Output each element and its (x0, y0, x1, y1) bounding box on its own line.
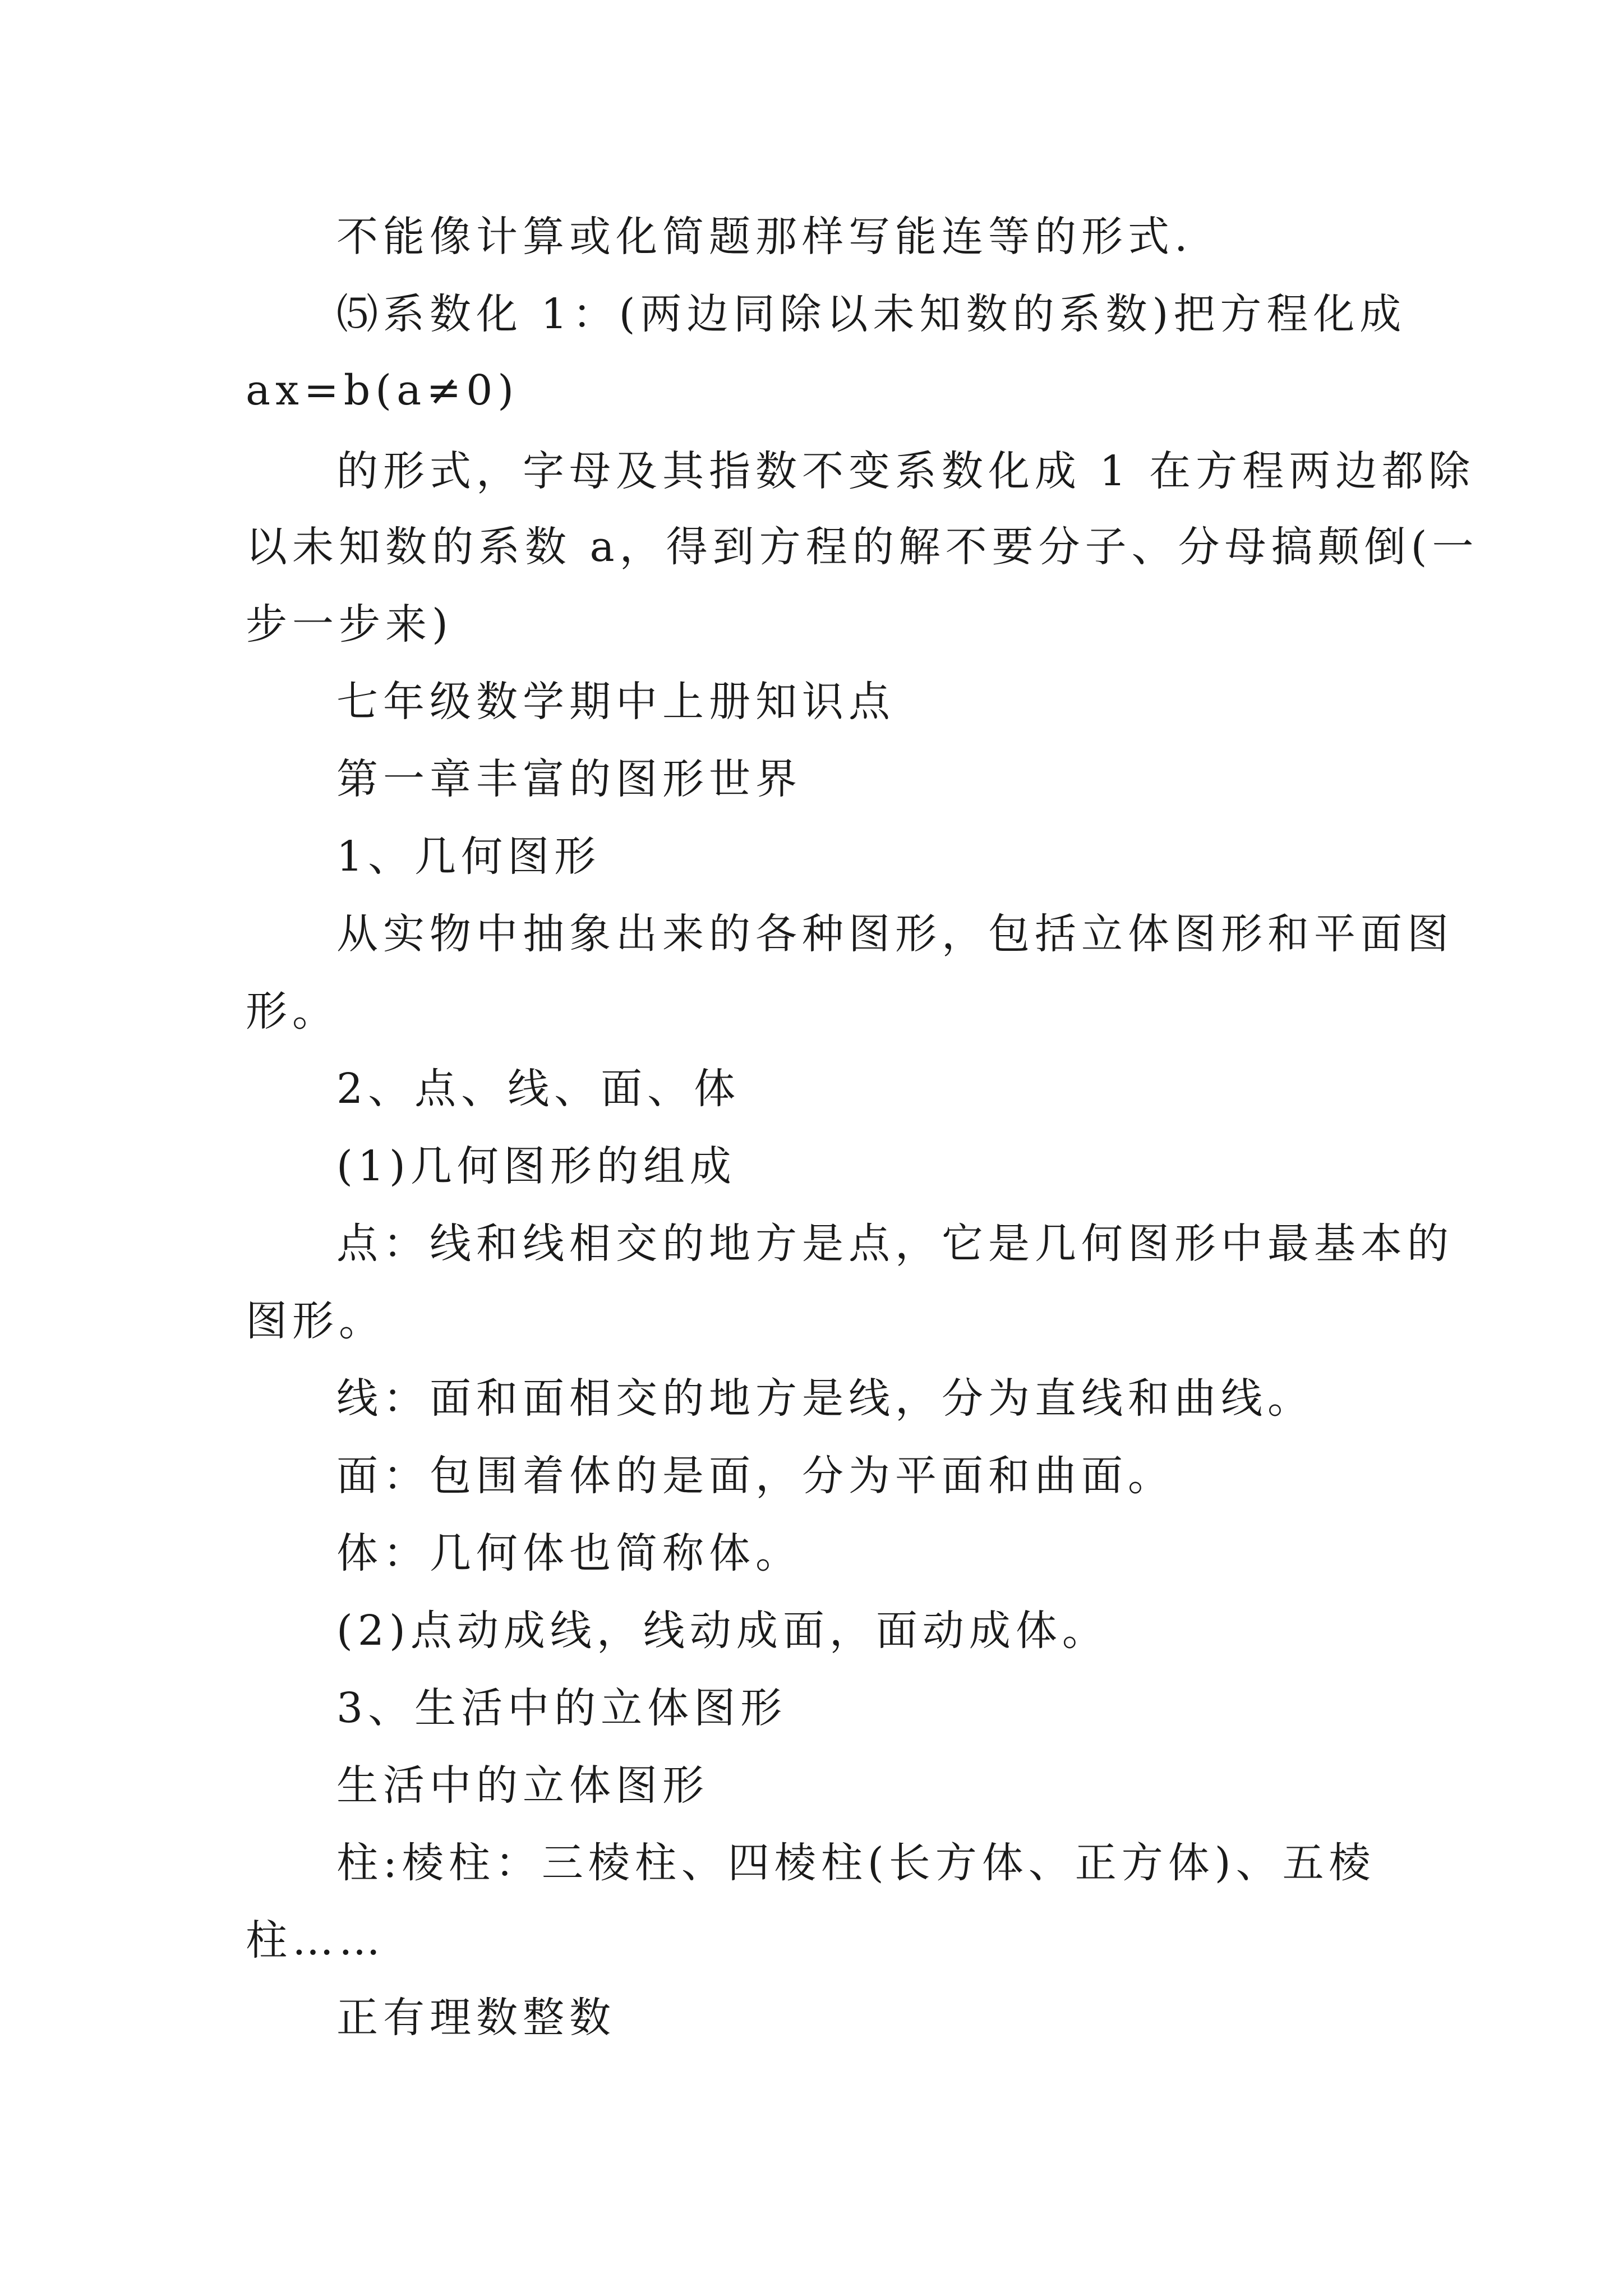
section-heading: 七年级数学期中上册知识点 (336, 678, 895, 726)
paragraph-line: 正有理数整数 (336, 1994, 616, 2042)
paragraph-line: ax=b(a≠0) (246, 366, 519, 415)
subsection-heading: 1、几何图形 (336, 832, 601, 881)
paragraph-line: ⑸系数化 1：(两边同除以未知数的系数)把方程化成 (336, 290, 1407, 338)
paragraph-line: 图形。 (246, 1297, 385, 1345)
paragraph-line: 面：包围着体的是面，分为平面和曲面。 (336, 1452, 1174, 1500)
paragraph-line: (1)几何图形的组成 (336, 1142, 736, 1190)
subsection-heading: 2、点、线、面、体 (336, 1065, 741, 1113)
paragraph-line: 点：线和线相交的地方是点，它是几何图形中最基本的 (336, 1220, 1454, 1268)
paragraph-line: 形。 (246, 987, 339, 1036)
chapter-heading: 第一章丰富的图形世界 (336, 755, 802, 803)
paragraph-line: 从实物中抽象出来的各种图形，包括立体图形和平面图 (336, 910, 1454, 958)
paragraph-line: 以未知数的系数 a，得到方程的解不要分子、分母搞颠倒(一 (246, 523, 1479, 571)
paragraph-line: 不能像计算或化简题那样写能连等的形式. (336, 213, 1193, 261)
paragraph-line: 步一步来) (246, 600, 453, 648)
paragraph-line: (2)点动成线，线动成面，面动成体。 (336, 1607, 1109, 1655)
paragraph-line: 体：几何体也简称体。 (336, 1529, 802, 1577)
paragraph-line: 生活中的立体图形 (336, 1761, 709, 1810)
paragraph-line: 柱…… (246, 1916, 385, 1964)
paragraph-line: 柱:棱柱：三棱柱、四棱柱(长方体、正方体)、五棱 (336, 1839, 1376, 1887)
paragraph-line: 线：面和面相交的地方是线，分为直线和曲线。 (336, 1374, 1314, 1423)
subsection-heading: 3、生活中的立体图形 (336, 1684, 787, 1732)
paragraph-line: 的形式，字母及其指数不变系数化成 1 在方程两边都除 (336, 447, 1476, 495)
